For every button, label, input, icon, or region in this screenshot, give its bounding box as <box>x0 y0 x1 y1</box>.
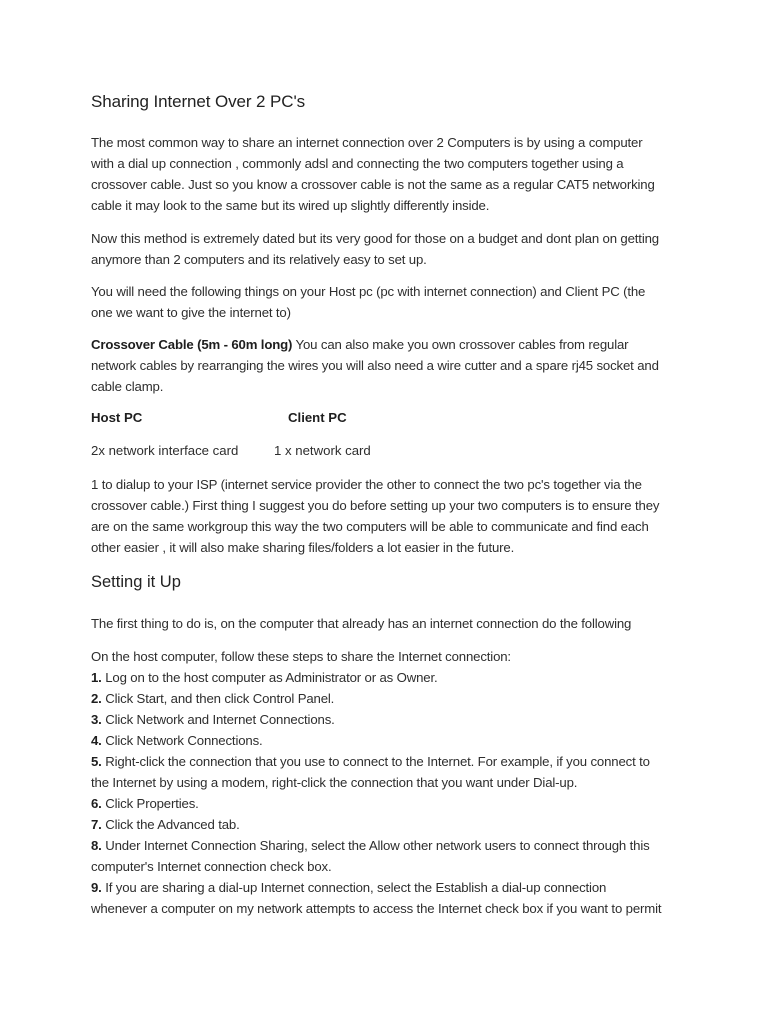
step-text: Click Network and Internet Connections. <box>101 712 335 727</box>
first-thing-line: The first thing to do is, on the computer that already has an internet connection do the following <box>91 616 632 631</box>
steps-paragraph <box>91 646 683 919</box>
step-number: 9. <box>91 880 102 895</box>
intro-line: with a dial up connection , commonly adsl and connecting the two computers together using a <box>91 156 624 171</box>
step-number: 3. <box>91 712 102 727</box>
crossover-line: network cables by rearranging the wires you will also need a wire cutter and a spare rj45 socket and <box>91 358 659 373</box>
dialup-line: are on the same workgroup this way the two computers will be able to communicate and find each <box>91 519 649 534</box>
step-number: 5. <box>91 754 102 769</box>
client-pc-item: 1 x network card <box>274 443 371 458</box>
dialup-line: crossover cable.) First thing I suggest you do before setting up your two computers is to ensure they <box>91 498 660 513</box>
first-thing-paragraph <box>91 613 683 634</box>
crossover-text: You can also make you own crossover cables from regular <box>292 337 629 352</box>
step-line <box>91 730 683 751</box>
step-line <box>91 667 683 688</box>
steps-list <box>91 667 683 919</box>
step-number: 8. <box>91 838 102 853</box>
page-title: Sharing Internet Over 2 PC's <box>91 92 305 111</box>
crossover-paragraph <box>91 334 683 397</box>
steps-intro: On the host computer, follow these steps to share the Internet connection: <box>91 649 511 664</box>
dialup-line: 1 to dialup to your ISP (internet service provider the other to connect the two pc's together via the <box>91 477 642 492</box>
step-text: Click Properties. <box>101 796 199 811</box>
crossover-line <box>91 334 683 355</box>
step-line <box>91 877 683 898</box>
host-pc-item: 2x network interface card <box>91 443 239 458</box>
step-line <box>91 898 683 919</box>
step-line <box>91 856 683 877</box>
step-text: computer's Internet connection check box. <box>91 859 332 874</box>
step-line <box>91 772 683 793</box>
crossover-line: cable clamp. <box>91 379 164 394</box>
step-line <box>91 709 683 730</box>
method-paragraph <box>91 228 683 270</box>
crossover-cable-heading: Crossover Cable (5m - 60m long) <box>91 337 293 352</box>
step-text: If you are sharing a dial-up Internet connection, select the Establish a dial-up connection <box>101 880 607 895</box>
needs-line: You will need the following things on your Host pc (pc with internet connection) and Client PC (the <box>91 284 646 299</box>
needs-line: one we want to give the internet to) <box>91 305 291 320</box>
dialup-line: other easier , it will also make sharing files/folders a lot easier in the future. <box>91 540 515 555</box>
step-line <box>91 688 683 709</box>
step-line <box>91 751 683 772</box>
step-text: whenever a computer on my network attempts to access the Internet check box if you want to permit <box>91 901 662 916</box>
step-number: 7. <box>91 817 102 832</box>
client-pc-header: Client PC <box>288 410 347 425</box>
step-number: 1. <box>91 670 102 685</box>
step-text: Right-click the connection that you use to connect to the Internet. For example, if you connect to <box>101 754 650 769</box>
method-line: Now this method is extremely dated but its very good for those on a budget and dont plan on getting <box>91 231 659 246</box>
intro-line: The most common way to share an internet connection over 2 Computers is by using a computer <box>91 135 643 150</box>
intro-paragraph <box>91 132 683 216</box>
step-text: Under Internet Connection Sharing, select the Allow other network users to connect through this <box>101 838 650 853</box>
step-number: 4. <box>91 733 102 748</box>
needs-paragraph <box>91 281 683 323</box>
step-number: 2. <box>91 691 102 706</box>
step-text: Click the Advanced tab. <box>101 817 240 832</box>
step-line <box>91 793 683 814</box>
step-number: 6. <box>91 796 102 811</box>
step-text: Click Network Connections. <box>101 733 263 748</box>
section-title: Setting it Up <box>91 573 181 591</box>
method-line: anymore than 2 computers and its relatively easy to set up. <box>91 252 427 267</box>
intro-line: crossover cable. Just so you know a crossover cable is not the same as a regular CAT5 networking <box>91 177 655 192</box>
host-pc-header: Host PC <box>91 410 143 425</box>
intro-line: cable it may look to the same but its wired up slightly differently inside. <box>91 198 490 213</box>
step-text: Click Start, and then click Control Panel. <box>101 691 335 706</box>
step-text: Log on to the host computer as Administrator or as Owner. <box>101 670 438 685</box>
step-line <box>91 835 683 856</box>
step-text: the Internet by using a modem, right-click the connection that you want under Dial-up. <box>91 775 578 790</box>
dialup-paragraph <box>91 474 683 558</box>
step-line <box>91 814 683 835</box>
